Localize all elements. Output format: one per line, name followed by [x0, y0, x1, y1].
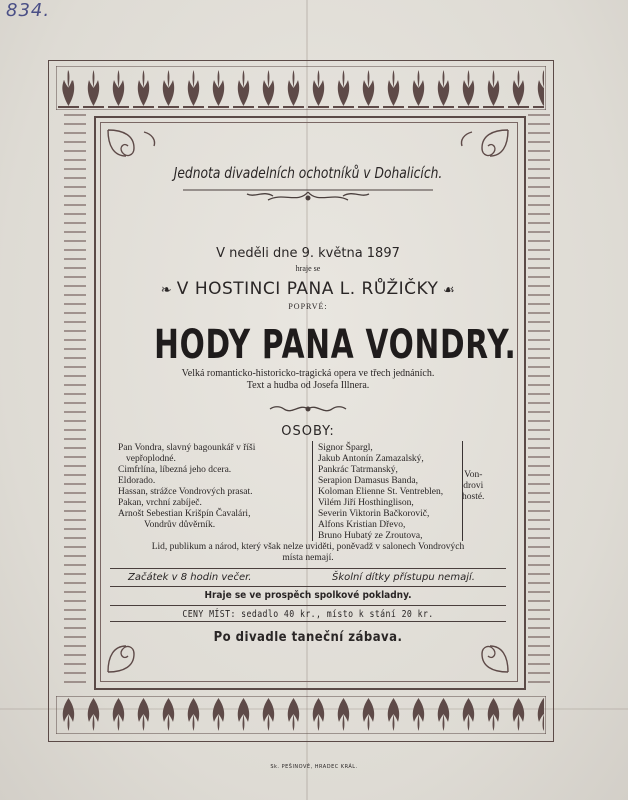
guests-line: hosté. [462, 492, 485, 502]
children-notice: Školní dítky přístupu nemají. [332, 572, 475, 583]
guests-line: Von- [464, 470, 483, 480]
cast-item: Pakan, vrchní zabíječ. [118, 498, 202, 508]
cast-item: Alfons Kristian Dřevo, [318, 520, 406, 530]
performance-date: V neděli dne 9. května 1897 [216, 246, 400, 261]
cast-item: Vondrův důvěrník. [144, 520, 216, 530]
cast-item: Severin Viktorin Bačkorovič, [318, 509, 430, 519]
leaf-right-icon: ☙ [438, 283, 456, 298]
printer-credit: Sk. PEŠINOVÉ, HRADEC KRÁL. [270, 764, 358, 770]
audience-note-end: místa nemají. [282, 553, 334, 563]
cast-item: Bruno Hubatý ze Zroutova, [318, 531, 423, 541]
premiere-label: POPRVÉ: [288, 302, 328, 311]
audience-note: Lid, publikum a národ, který však nelze uviděti, poněvadž v salonech Vondrových [151, 542, 465, 552]
benefit-notice: Hraje se ve prospěch spolkové pokladny. [204, 590, 412, 601]
venue [100, 279, 516, 299]
cast-item: Arnošt Sebestian Krišpín Čavalári, [118, 509, 251, 519]
cast-item: Cimfrlína, líbezná jeho dcera. [118, 465, 232, 475]
divider-rule [110, 568, 506, 569]
cast-list-right [318, 443, 443, 542]
hraje-se-label: hraje se [295, 264, 321, 273]
guests-line: drovi [463, 481, 484, 491]
cast-item: Vilém Jiří Hosthinglison, [318, 498, 414, 508]
divider-rule [110, 605, 506, 606]
left-ornament-band [64, 114, 86, 690]
start-time: Začátek v 8 hodin večer. [128, 572, 252, 583]
dance-notice: Po divadle taneční zábava. [213, 630, 403, 645]
cast-item: Eldorado. [118, 476, 156, 486]
venue-text: V HOSTINCI PANA L. RŮŽIČKY [176, 279, 439, 299]
ticket-prices: CENY MÍST: sedadlo 40 kr., místo k stání 20 kr. [182, 609, 434, 620]
cast-item: vepřoplodné. [126, 454, 176, 464]
header-divider-ornament [183, 186, 433, 206]
bottom-tulip-pattern [56, 696, 546, 734]
cast-item: Hassan, strážce Vondrových prasat. [118, 487, 253, 497]
society-name: Jednota divadelních ochotníků v Dohalicích. [173, 164, 443, 182]
cast-bracket-left [312, 441, 317, 541]
cast-item: Pankrác Tatrmanský, [318, 465, 398, 475]
cast-item: Jakub Antonín Zamazalský, [318, 454, 424, 464]
divider-rule [110, 586, 506, 587]
cast-item: Pan Vondra, slavný bagounkář v říši [118, 443, 256, 453]
divider-rule [110, 621, 506, 622]
cast-item: Koloman Elienne St. Ventreblen, [318, 487, 444, 497]
inventory-number: 834. [6, 0, 51, 21]
top-tulip-pattern [56, 66, 546, 110]
leaf-left-icon: ❧ [160, 283, 177, 298]
middle-divider-ornament [268, 402, 348, 416]
cast-item: Serapion Damasus Banda, [318, 476, 418, 486]
play-subtitle: Velká romanticko-historicko-tragická opera ve třech jednáních. [181, 368, 435, 379]
play-author: Text a hudba od Josefa Illnera. [246, 380, 370, 391]
play-title: HODY PANA VONDRY. [154, 322, 517, 368]
guests-label [462, 470, 484, 503]
right-ornament-band [528, 114, 550, 690]
cast-item: Signor Špargl, [318, 443, 373, 453]
cast-heading: OSOBY: [281, 424, 335, 439]
cast-list-left [118, 443, 255, 531]
